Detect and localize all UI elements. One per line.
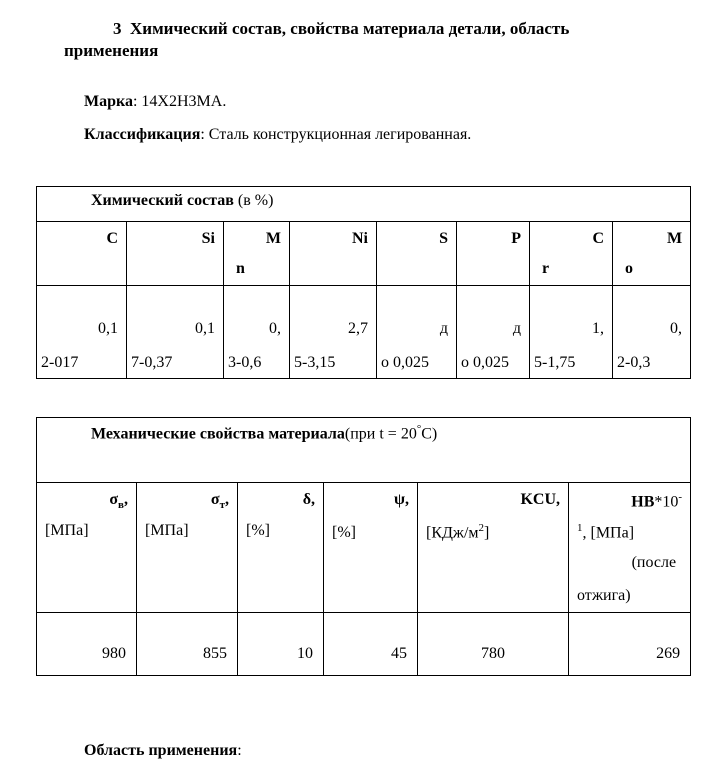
elongation-value: 10 [238,613,324,676]
section-title-text: Химический состав, свойства материала детали, область [130,19,570,38]
mechanical-title-cell [37,418,691,483]
element-header: S [377,222,457,286]
tensile-strength-value: 980 [37,613,137,676]
classification-label: Классификация [84,126,201,143]
element-value: 0, 2-0,3 [613,286,691,379]
mechanical-title-cond: (при t = 20 [344,425,417,443]
elongation-header: δ, [%] [238,483,324,613]
grade-line [84,93,226,111]
classification-value: : Сталь конструкционная легированная. [200,126,472,143]
section-title-line1 [113,17,569,41]
element-header: C [37,222,127,286]
reduction-area-value: 45 [324,613,418,676]
application-label: Область применения [84,742,238,759]
chemical-value-row [37,286,691,379]
element-header: Ni [290,222,377,286]
element-value: 0,1 7-0,37 [127,286,224,379]
element-header: C r [530,222,613,286]
element-header: P [457,222,530,286]
mechanical-value-row [37,613,691,676]
hardness-header: HB*10- $^1$, [МПа] (после отжига) [569,483,691,613]
grade-value: : 14Х2Н3МА. [132,93,227,110]
tensile-strength-header: $\sigma_в$, [МПа] [37,483,137,613]
chemical-title-unit: (в %) [233,192,274,209]
mechanical-header-row [37,483,691,613]
chemical-title: Химический состав [91,192,234,209]
element-value: д о 0,025 [377,286,457,379]
mechanical-title: Механические свойства материала [91,425,345,443]
hardness-value: 269 [569,613,691,676]
yield-strength-header: $\sigma_т$, [МПа] [137,483,238,613]
yield-strength-value: 855 [137,613,238,676]
application-line [84,742,242,760]
element-value: 2,7 5-3,15 [290,286,377,379]
chemical-composition-table [36,186,691,379]
chemical-header-row [37,222,691,286]
element-header: M o [613,222,691,286]
element-header: Si [127,222,224,286]
reduction-area-header: ψ, [%] [324,483,418,613]
mechanical-title-end: С) [421,425,438,443]
element-value: 0, 3-0,6 [224,286,290,379]
chemical-title-cell [37,187,691,222]
element-value: 1, 5-1,75 [530,286,613,379]
classification-line [84,126,471,144]
element-header: M n [224,222,290,286]
element-value: д о 0,025 [457,286,530,379]
grade-label: Марка [84,93,133,110]
mechanical-properties-table [36,417,691,676]
element-value: 0,1 2-017 [37,286,127,379]
impact-toughness-header: KCU, $[КДж/м^2]$ [418,483,569,613]
section-title-line2: применения [64,41,159,60]
application-suffix: : [237,742,242,759]
section-number: 3 [113,19,122,38]
degree-sign: ° [416,423,422,435]
impact-toughness-value: 780 [418,613,569,676]
